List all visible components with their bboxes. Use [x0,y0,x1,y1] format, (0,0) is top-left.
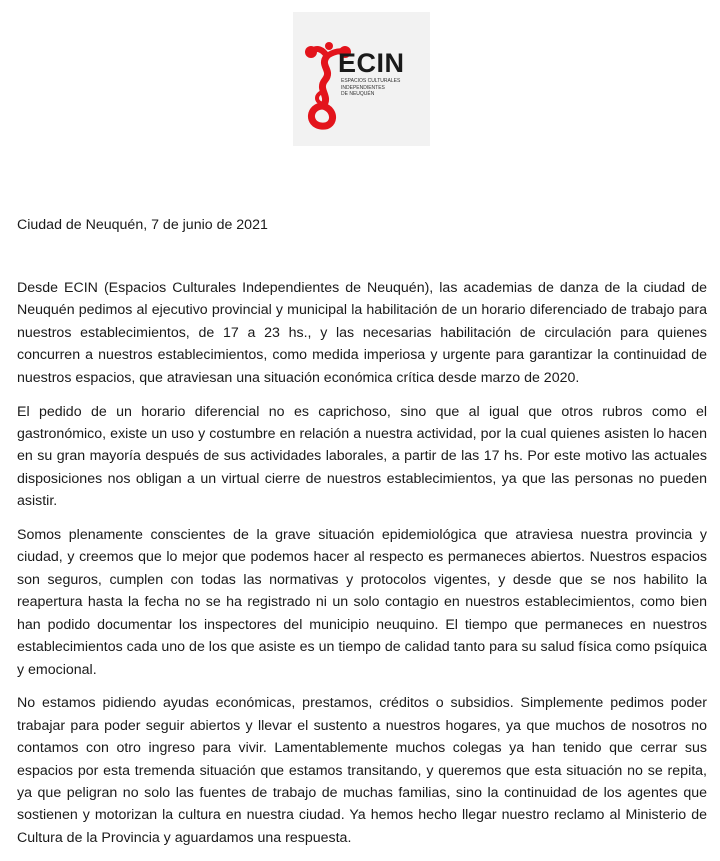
letter-paragraph: El pedido de un horario diferencial no es caprichoso, sino que al igual que otros rubros como el gastronómico, existe un uso y costumbre en relación a nuestra actividad, por la cual quienes asisten lo hacen en su gran mayoría después de sus actividades laborales, a partir de las 17 hs. Por este motivo las actuales disposiciones nos obligan a un virtual cierre de nuestros establecimientos, ya que las personas no pueden asistir. [17,403,707,510]
logo-subtitle-line: INDEPENDIENTES [341,84,385,91]
letter-date-line: Ciudad de Neuquén, 7 de junio de 2021 [17,217,268,233]
logo-subtitle-line: DE NEUQUÉN [341,91,375,97]
letter-paragraph: No estamos pidiendo ayudas económicas, prestamos, créditos o subsidios. Simplemente pedimos poder trabajar para poder seguir abiertos y llevar el sustento a nuestros hogares, ya que muchos de nosotros no contamos con otro ingreso para vivir. Lamentablemente muchos colegas ya han tenido que cerrar sus espacios por esta tremenda situación que estamos transitando, y queremos que esta situación no se repita, ya que peligran no solo las fuentes de trabajo de muchas familias, sino la continuidad de los agentes que sostienen y motorizan la cultura en nuestra ciudad. Ya hemos hecho llegar nuestro reclamo al Ministerio de Cultura de la Provincia y aguardamos una respuesta. [17,695,707,846]
logo-wordmark-text: ECIN [338,48,405,78]
logo-subtitle-line: ESPACIOS CULTURALES [341,78,401,84]
letter-body [17,277,707,861]
letter-paragraph: Somos plenamente conscientes de la grave situación epidemiológica que atraviesa nuestra provincia y ciudad, y creemos que lo mejor que podemos hacer al respecto es permaneces abiertos. Nuestros espacios son seguros, cumplen con todas las normativas y protocolos vigentes, y desde que se nos habilito la reapertura hasta la fecha no se ha registrado ni un solo contagio en nuestros establecimientos, como bien han podido documentar los inspectores del municipio neuquino. El tiempo que permaneces en nuestros establecimientos cada uno de los que asiste es un tiempo de calidad tanto para su salud física como psíquica y emocional. [17,527,707,678]
logo-subtitle [341,78,400,98]
letter-paragraph: Desde ECIN (Espacios Culturales Independientes de Neuquén), las academias de danza de la ciudad de Neuquén pedimos al ejecutivo provincial y municipal la habilitación de un horario diferenciado de trabajo para nuestros establecimientos, de 17 a 23 hs., y las necesarias habilitación de circulación para quienes concurren a nuestros establecimientos, como medida imperiosa y urgente para garantizar la continuidad de nuestros espacios, que atraviesan una situación económica crítica desde marzo de 2020. [17,280,707,386]
